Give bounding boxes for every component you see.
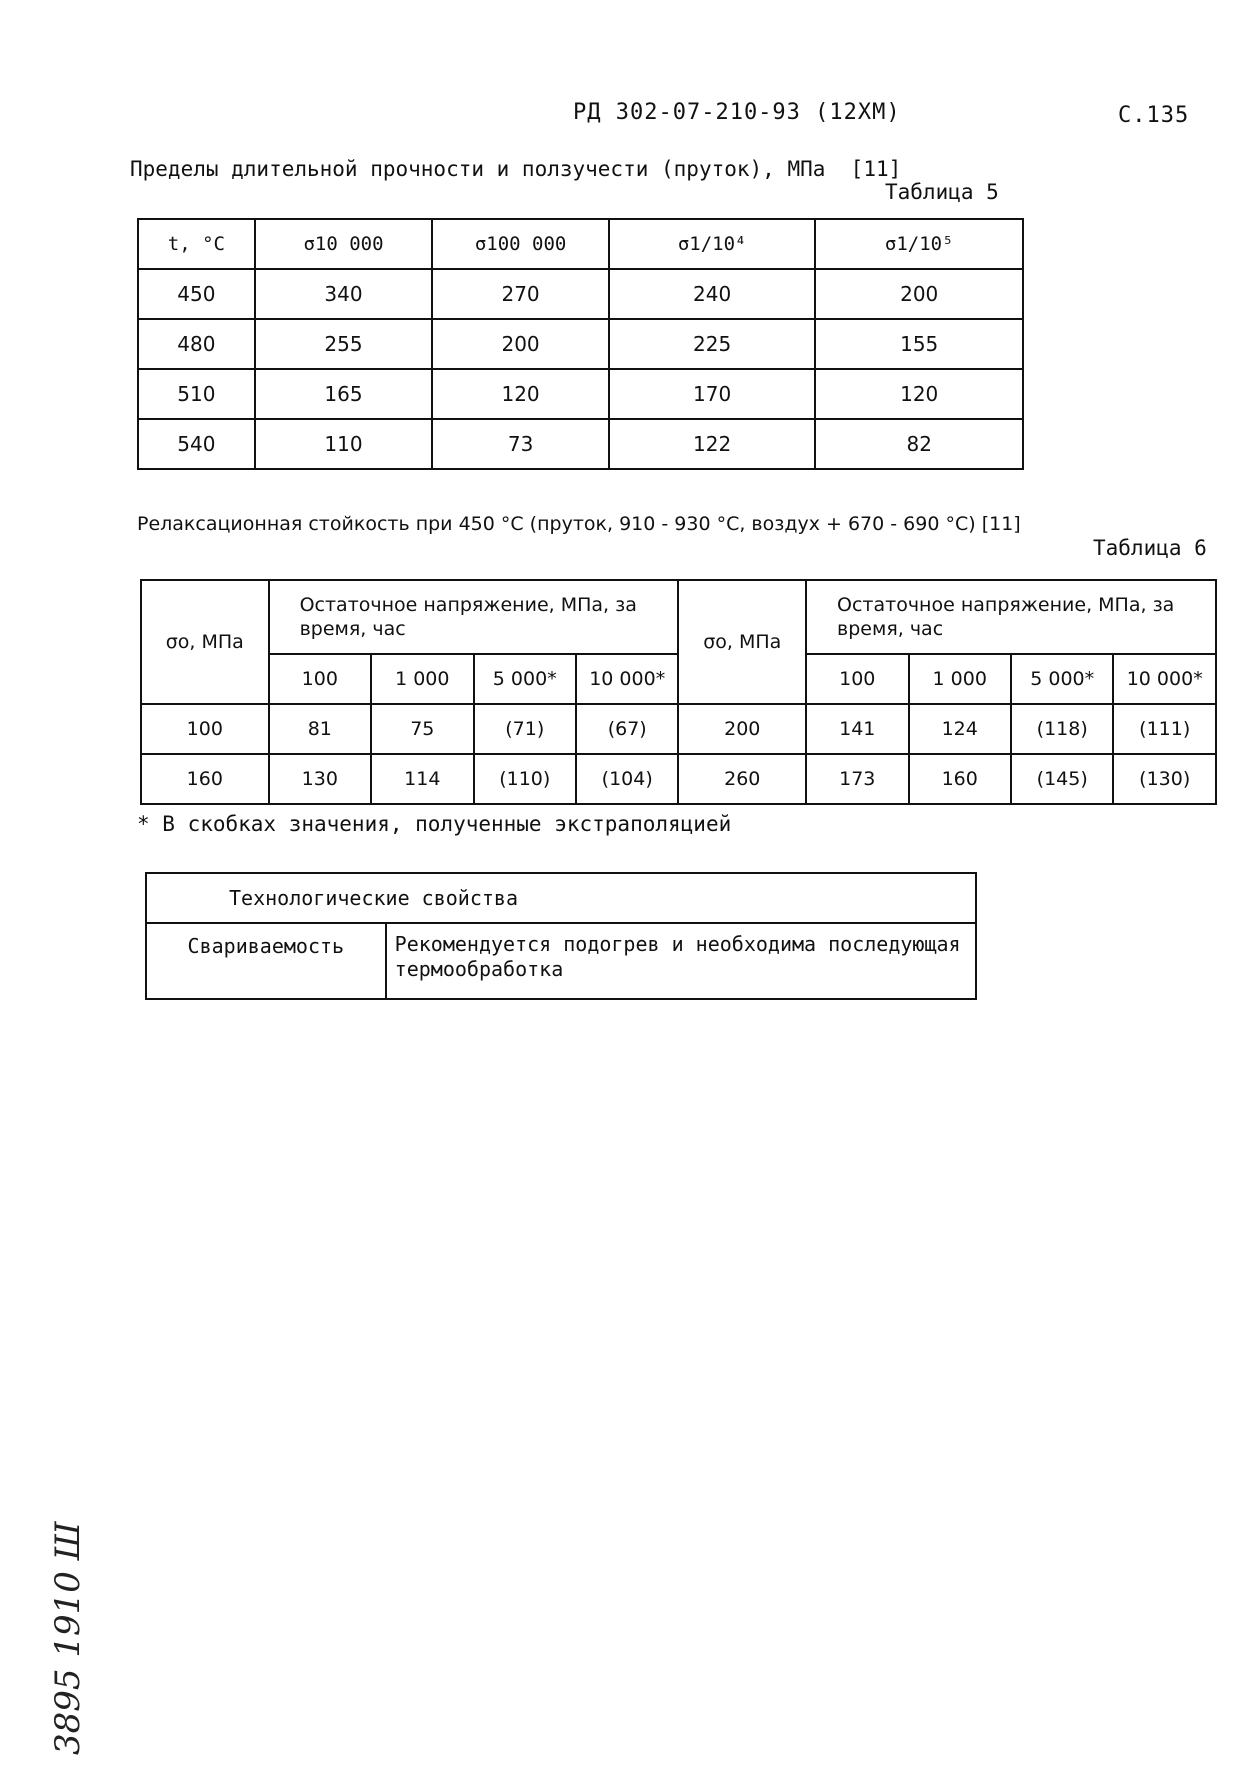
table6-label: Таблица 6 [1093, 536, 1207, 560]
tech-properties-row [146, 923, 976, 999]
table5-ref: [11] [850, 157, 902, 181]
table6-cell: 141 [806, 704, 908, 754]
table5-header-cell: σ1/10⁵ [815, 219, 1023, 269]
table6-cell: (118) [1011, 704, 1113, 754]
table5-cell: 120 [815, 369, 1023, 419]
table6-caption: Релаксационная стойкость при 450 °С (пруток, 910 - 930 °С, воздух + 670 - 690 °С) [11] [137, 513, 1021, 535]
table6-cell: (110) [474, 754, 576, 804]
table6-cell: (71) [474, 704, 576, 754]
table5-row [138, 269, 1023, 319]
table6-time-header: 10 000* [576, 654, 678, 704]
table5-cell: 155 [815, 319, 1023, 369]
table5-cell: 450 [138, 269, 255, 319]
tech-property-value: Рекомендуется подогрев и необходима последующая термообработка [386, 923, 976, 999]
table5-cell: 340 [255, 269, 433, 319]
table5-cell: 110 [255, 419, 433, 469]
table6 [140, 579, 1217, 805]
table5-cell: 225 [609, 319, 816, 369]
table5-header-row [138, 219, 1023, 269]
table6-footnote: * В скобках значения, полученные экстраполяцией [137, 812, 732, 836]
table6-time-header: 10 000* [1113, 654, 1216, 704]
table6-cell: (130) [1113, 754, 1216, 804]
table6-cell: 173 [806, 754, 908, 804]
table6-time-header: 100 [806, 654, 908, 704]
table6-cell: 100 [141, 704, 269, 754]
table6-time-header: 100 [269, 654, 371, 704]
table6-row [141, 704, 1216, 754]
table6-cell: 114 [371, 754, 473, 804]
table5-row [138, 319, 1023, 369]
table5-header-cell: σ100 000 [432, 219, 609, 269]
table5-label: Таблица 5 [885, 180, 999, 204]
table5-caption [130, 157, 901, 181]
table5-cell: 73 [432, 419, 609, 469]
table6-sigma-header: σо, МПа [678, 580, 806, 704]
table5-row [138, 419, 1023, 469]
table5-caption-text: Пределы длительной прочности и ползучести (пруток), МПа [130, 157, 826, 181]
tech-property-name: Свариваемость [146, 923, 386, 999]
table5-cell: 122 [609, 419, 816, 469]
table5-cell: 240 [609, 269, 816, 319]
table6-cell: 75 [371, 704, 473, 754]
table5-cell: 480 [138, 319, 255, 369]
table6-cell: 124 [909, 704, 1011, 754]
table6-cell: (67) [576, 704, 678, 754]
table5-row [138, 369, 1023, 419]
table5-cell: 82 [815, 419, 1023, 469]
table6-cell: 260 [678, 754, 806, 804]
table6-group-header: Остаточное напряжение, МПа, за время, час [269, 580, 679, 654]
table6-time-header: 5 000* [474, 654, 576, 704]
tech-properties-table [145, 872, 977, 1000]
table6-cell: (111) [1113, 704, 1216, 754]
table5-cell: 165 [255, 369, 433, 419]
table6-cell: 81 [269, 704, 371, 754]
table6-time-header: 1 000 [909, 654, 1011, 704]
table5-cell: 255 [255, 319, 433, 369]
table5-cell: 270 [432, 269, 609, 319]
tech-properties-title: Технологические свойства [146, 873, 976, 923]
table6-cell: 130 [269, 754, 371, 804]
table6-cell: (104) [576, 754, 678, 804]
table5-header-cell: t, °С [138, 219, 255, 269]
table5-header-cell: σ10 000 [255, 219, 433, 269]
table5-header-cell: σ1/10⁴ [609, 219, 816, 269]
table6-time-header: 5 000* [1011, 654, 1113, 704]
table6-cell: 160 [909, 754, 1011, 804]
table6-cell: 160 [141, 754, 269, 804]
table5-cell: 200 [432, 319, 609, 369]
table6-row [141, 754, 1216, 804]
table6-header-row [141, 580, 1216, 654]
table5 [137, 218, 1024, 470]
handwritten-margin-note: 3895 1910 Ш [48, 1521, 88, 1755]
table6-cell: (145) [1011, 754, 1113, 804]
table6-time-header: 1 000 [371, 654, 473, 704]
table5-cell: 540 [138, 419, 255, 469]
document-code: РД 302-07-210-93 (12ХМ) [573, 100, 901, 125]
table6-group-header: Остаточное напряжение, МПа, за время, час [806, 580, 1216, 654]
table5-cell: 200 [815, 269, 1023, 319]
tech-properties-title-row [146, 873, 976, 923]
table6-sigma-header: σо, МПа [141, 580, 269, 704]
table5-cell: 120 [432, 369, 609, 419]
page-number: С.135 [1118, 103, 1190, 128]
table5-cell: 510 [138, 369, 255, 419]
table5-cell: 170 [609, 369, 816, 419]
table6-cell: 200 [678, 704, 806, 754]
